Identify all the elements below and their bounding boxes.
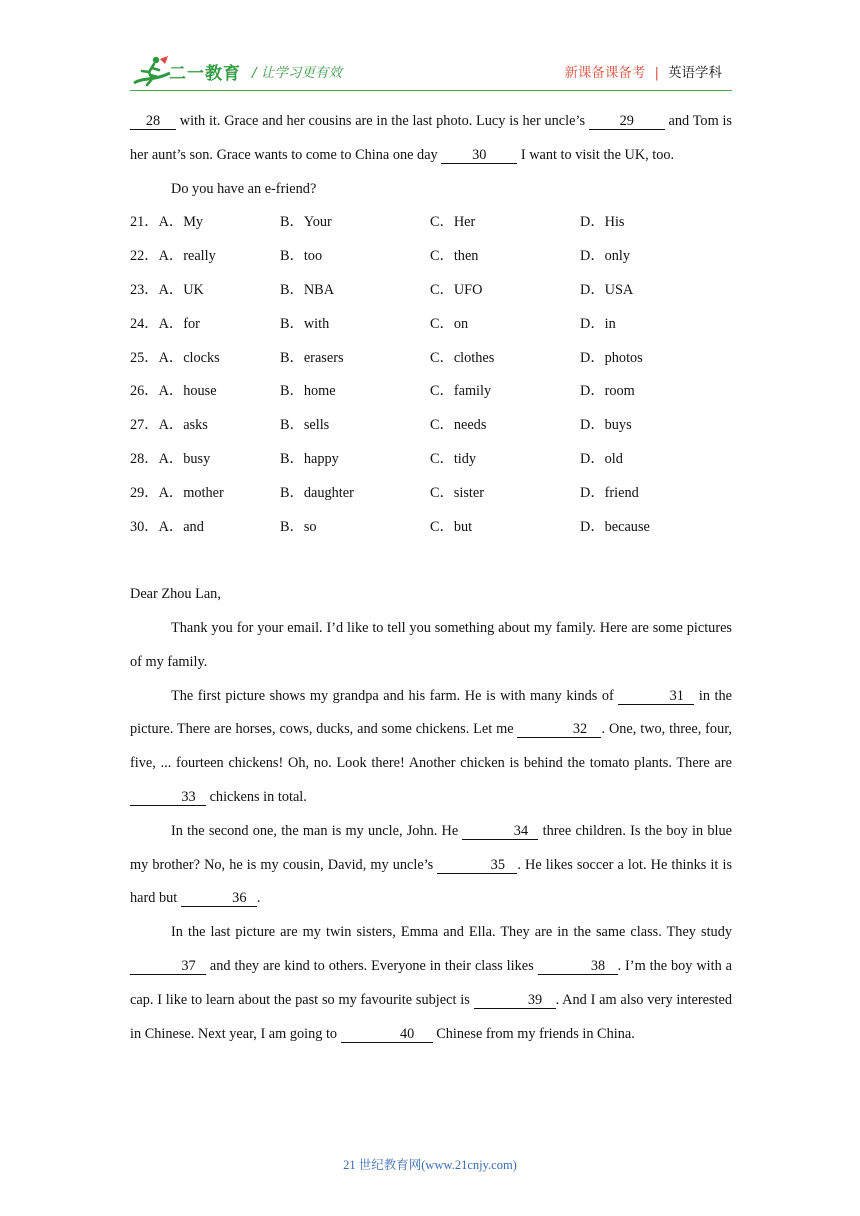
option-d: D．friend <box>580 484 639 501</box>
option-d: D．His <box>580 214 625 231</box>
option-c: C．sister <box>430 484 485 501</box>
option-b: B．so <box>280 518 317 535</box>
option-c: C．Her <box>430 214 476 231</box>
letter-paragraph-4: In the last picture are my twin sisters, Emma and Ella. They are in the same class. They study 37 and they are kind to others. Everyone in their class likes 38 . I’m the boy with a cap. I like to learn about the past so my favourite subject is 39 . And I am also very interested in Chinese. Next year, I am going to 40 Chinese from my friends in China. <box>130 924 732 1042</box>
option-b: B．with <box>280 315 330 332</box>
option-d: D．only <box>580 248 631 265</box>
document-body <box>130 105 732 1051</box>
runner-logo-icon <box>132 55 172 89</box>
question-row <box>130 409 732 443</box>
option-b: B．erasers <box>280 349 344 366</box>
question-row <box>130 342 732 376</box>
question-row <box>130 477 732 511</box>
passage1-tail: 28 with it. Grace and her cousins are in the last photo. Lucy is her uncle’s 29 and Tom is her aunt’s son. Grace wants to come to China one day 30 I want to visit the UK, too. <box>130 113 732 163</box>
question-row <box>130 308 732 342</box>
option-d: D．USA <box>580 281 634 298</box>
question-row <box>130 375 732 409</box>
passage1-closing: Do you have an e-friend? <box>171 180 317 197</box>
blank-35: 35 <box>437 857 517 874</box>
question-row <box>130 240 732 274</box>
blank-39: 39 <box>474 992 556 1009</box>
option-c: C．on <box>430 315 469 332</box>
header-tagline: 新课备课备考 <box>564 65 646 81</box>
option-a: 27．A．asks <box>130 417 208 434</box>
blank-30: 30 <box>441 147 517 164</box>
blank-29: 29 <box>589 113 665 130</box>
option-b: B．happy <box>280 450 339 467</box>
page-footer[interactable]: 21 世纪教育网(www.21cnjy.com) <box>343 1158 517 1172</box>
option-d: D．photos <box>580 349 643 366</box>
blank-37: 37 <box>130 958 206 975</box>
option-a: 30．A．and <box>130 518 204 535</box>
header-separator: | <box>654 65 659 81</box>
option-c: C．needs <box>430 417 487 434</box>
option-a: 23．A．UK <box>130 281 204 298</box>
option-c: C．but <box>430 518 473 535</box>
option-b: B．NBA <box>280 281 335 298</box>
letter-paragraph-2: The first picture shows my grandpa and his farm. He is with many kinds of 31 in the picture. There are horses, cows, ducks, and some chickens. Let me 32 . One, two, three, four, five, ... fourteen chickens! Oh, no. Look there! Another chicken is behind the tomato plants. There are 33 chickens in total. <box>130 687 732 805</box>
option-d: D．room <box>580 383 635 400</box>
option-b: B．too <box>280 248 323 265</box>
logo-text: 二一教育 <box>169 64 241 84</box>
blank-33: 33 <box>130 789 206 806</box>
page-header <box>0 0 860 96</box>
header-subject: 英语学科 <box>668 65 722 81</box>
blank-32: 32 <box>517 721 601 738</box>
option-d: D．in <box>580 315 616 332</box>
option-d: D．because <box>580 518 650 535</box>
option-a: 29．A．mother <box>130 484 224 501</box>
option-c: C．then <box>430 248 479 265</box>
letter-greeting: Dear Zhou Lan, <box>130 586 221 603</box>
blank-40: 40 <box>341 1026 433 1043</box>
header-rule <box>130 90 732 91</box>
blank-38: 38 <box>538 958 618 975</box>
option-a: 28．A．busy <box>130 450 211 467</box>
option-a: 25．A．clocks <box>130 349 220 366</box>
blank-36: 36 <box>181 890 257 907</box>
blank-31: 31 <box>618 688 694 705</box>
option-b: B．daughter <box>280 484 354 501</box>
option-c: C．clothes <box>430 349 495 366</box>
header-slogan: / 让学习更有效 <box>252 65 342 81</box>
option-b: B．home <box>280 383 336 400</box>
option-c: C．UFO <box>430 281 483 298</box>
option-b: B．sells <box>280 417 330 434</box>
spacer <box>130 544 732 578</box>
option-b: B．Your <box>280 214 332 231</box>
option-a: 22．A．really <box>130 248 216 265</box>
option-c: C．family <box>430 383 492 400</box>
option-c: C．tidy <box>430 450 477 467</box>
blank-28: 28 <box>130 113 176 130</box>
options-list <box>130 206 732 544</box>
option-d: D．buys <box>580 417 632 434</box>
question-row <box>130 511 732 545</box>
blank-34: 34 <box>462 823 538 840</box>
option-a: 21．A．My <box>130 214 204 231</box>
option-a: 26．A．house <box>130 383 217 400</box>
option-a: 24．A．for <box>130 315 200 332</box>
letter-paragraph-3: In the second one, the man is my uncle, John. He 34 three children. Is the boy in blue my brother? No, he is my cousin, David, my uncle’s 35 . He likes soccer a lot. He thinks it is hard but 36 . <box>130 822 733 907</box>
option-d: D．old <box>580 450 623 467</box>
letter-paragraph-1: Thank you for your email. I’d like to tell you something about my family. Here are some pictures of my family. <box>130 619 732 670</box>
question-row <box>130 443 732 477</box>
logo <box>132 55 242 89</box>
header-right <box>564 61 722 81</box>
question-row <box>130 274 732 308</box>
question-row <box>130 206 732 240</box>
